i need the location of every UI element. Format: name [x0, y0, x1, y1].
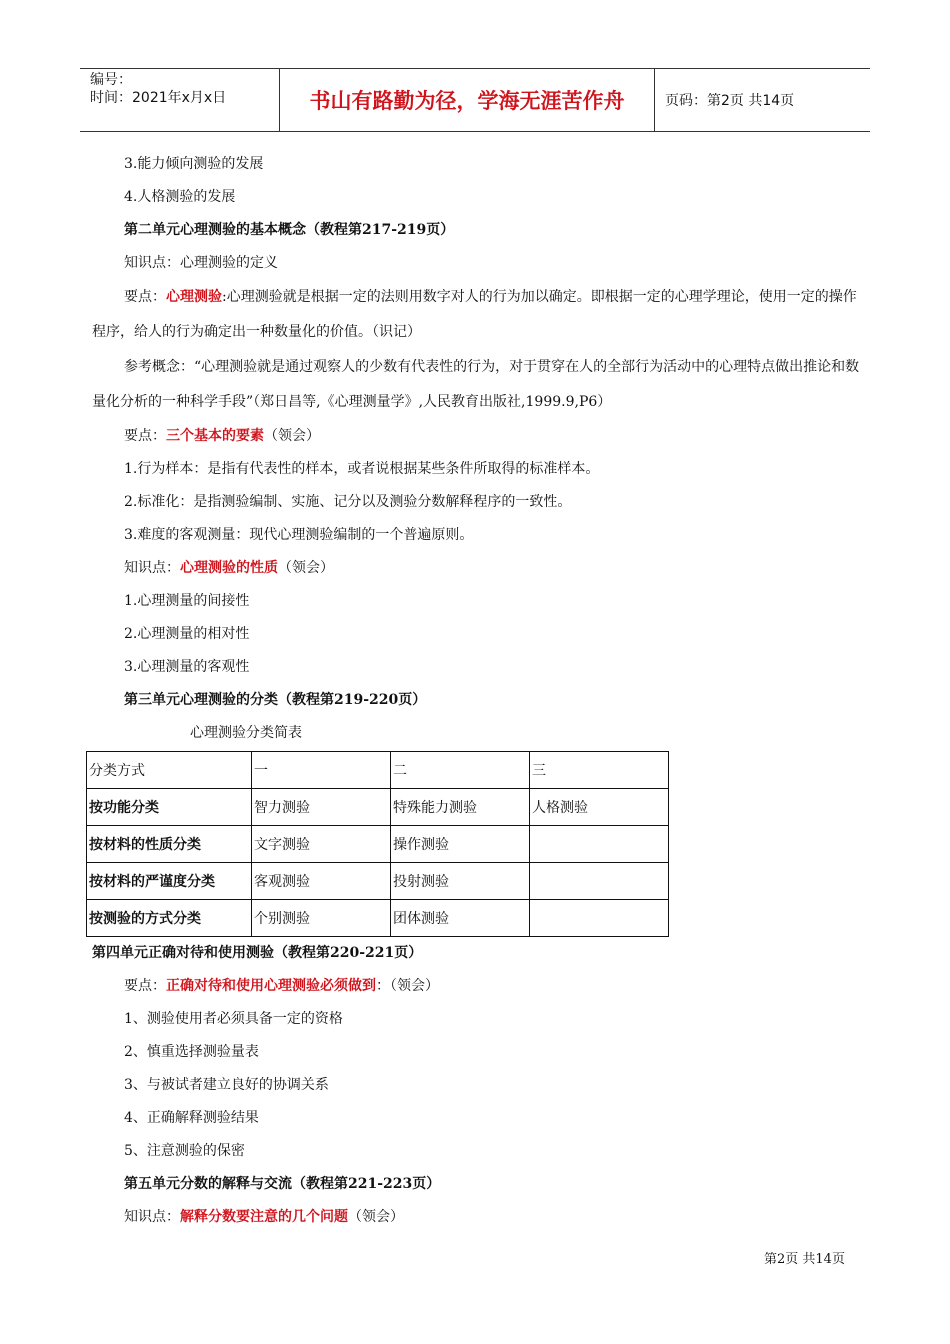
table-cell: 文字测验	[252, 826, 391, 863]
header-page-info: 页码：第2页 共14页	[665, 93, 795, 109]
table-cell: 三	[530, 752, 669, 789]
key-point: 要点：三个基本的要素（领会）	[124, 428, 320, 444]
classification-table	[86, 751, 669, 937]
section-heading: 第二单元心理测验的基本概念（教程第217-219页）	[124, 222, 455, 238]
table-cell: 按材料的严谨度分类	[87, 863, 252, 900]
table-cell: 操作测验	[391, 826, 530, 863]
table-cell: 客观测验	[252, 863, 391, 900]
key-term: 三个基本的要素	[166, 428, 264, 444]
key-term: 解释分数要注意的几个问题	[180, 1209, 348, 1225]
section-heading: 第四单元正确对待和使用测验（教程第220-221页）	[92, 945, 423, 961]
page-footer: 第2页 共14页	[764, 1252, 845, 1267]
header-motto: 书山有路勤为径，学海无涯苦作舟	[280, 69, 655, 131]
table-row	[87, 752, 669, 789]
list-item: 4.人格测验的发展	[124, 189, 236, 205]
table-cell: 投射测验	[391, 863, 530, 900]
table-row	[87, 789, 669, 826]
key-point-definition: 要点：心理测验:心理测验就是根据一定的法则用数字对人的行为加以确定。即根据一定的心理学理论，使用一定的操作程序，给人的行为确定出一种数量化的价值。（识记）	[92, 289, 857, 340]
list-item: 3.难度的客观测量：现代心理测验编制的一个普遍原则。	[124, 527, 474, 543]
list-item: 5、注意测验的保密	[124, 1143, 245, 1159]
list-item: 2、慎重选择测验量表	[124, 1044, 259, 1060]
section-heading: 第五单元分数的解释与交流（教程第221-223页）	[124, 1176, 441, 1192]
table-caption: 心理测验分类简表	[190, 725, 302, 741]
list-item: 4、正确解释测验结果	[124, 1110, 259, 1126]
table-cell: 按功能分类	[87, 789, 252, 826]
list-item: 1.行为样本：是指有代表性的样本，或者说根据某些条件所取得的标准样本。	[124, 461, 600, 477]
table-cell: 个别测验	[252, 900, 391, 937]
table-cell: 二	[391, 752, 530, 789]
list-item: 3、与被试者建立良好的协调关系	[124, 1077, 329, 1093]
key-point: 要点：正确对待和使用心理测验必须做到：（领会）	[124, 978, 439, 994]
list-item: 1.心理测量的间接性	[124, 593, 250, 609]
table-row	[87, 863, 669, 900]
knowledge-point: 知识点：心理测验的定义	[124, 255, 278, 271]
table-cell: 按测验的方式分类	[87, 900, 252, 937]
page-header	[80, 68, 870, 132]
section-heading: 第三单元心理测验的分类（教程第219-220页）	[124, 692, 427, 708]
table-cell: 一	[252, 752, 391, 789]
list-item: 3.心理测量的客观性	[124, 659, 250, 675]
number-label: 编号：	[90, 72, 132, 88]
table-cell: 特殊能力测验	[391, 789, 530, 826]
table-cell: 智力测验	[252, 789, 391, 826]
list-item: 3.能力倾向测验的发展	[124, 156, 264, 172]
time-label: 时间：2021年x月x日	[90, 90, 227, 106]
table-row	[87, 826, 669, 863]
key-term: 心理测验	[166, 289, 222, 305]
table-row	[87, 900, 669, 937]
table-cell: 人格测验	[530, 789, 669, 826]
key-term: 心理测验的性质	[180, 560, 278, 576]
table-cell: 分类方式	[87, 752, 252, 789]
knowledge-point: 知识点：心理测验的性质（领会）	[124, 560, 334, 576]
list-item: 1、测验使用者必须具备一定的资格	[124, 1011, 343, 1027]
knowledge-point: 知识点：解释分数要注意的几个问题（领会）	[124, 1209, 404, 1225]
table-cell	[530, 900, 669, 937]
key-term: 正确对待和使用心理测验必须做到	[166, 978, 376, 994]
table-cell	[530, 826, 669, 863]
header-meta	[80, 69, 280, 131]
list-item: 2.心理测量的相对性	[124, 626, 250, 642]
document-body	[89, 148, 882, 1234]
reference-concept: 参考概念：“心理测验就是通过观察人的少数有代表性的行为，对于贯穿在人的全部行为活动中的心理特点做出推论和数量化分析的一种科学手段”（郑日昌等,《心理测量学》,人民教育出版社,1999.9,P6）	[92, 359, 860, 410]
table-cell	[530, 863, 669, 900]
table-cell: 团体测验	[391, 900, 530, 937]
list-item: 2.标准化：是指测验编制、实施、记分以及测验分数解释程序的一致性。	[124, 494, 572, 510]
table-cell: 按材料的性质分类	[87, 826, 252, 863]
